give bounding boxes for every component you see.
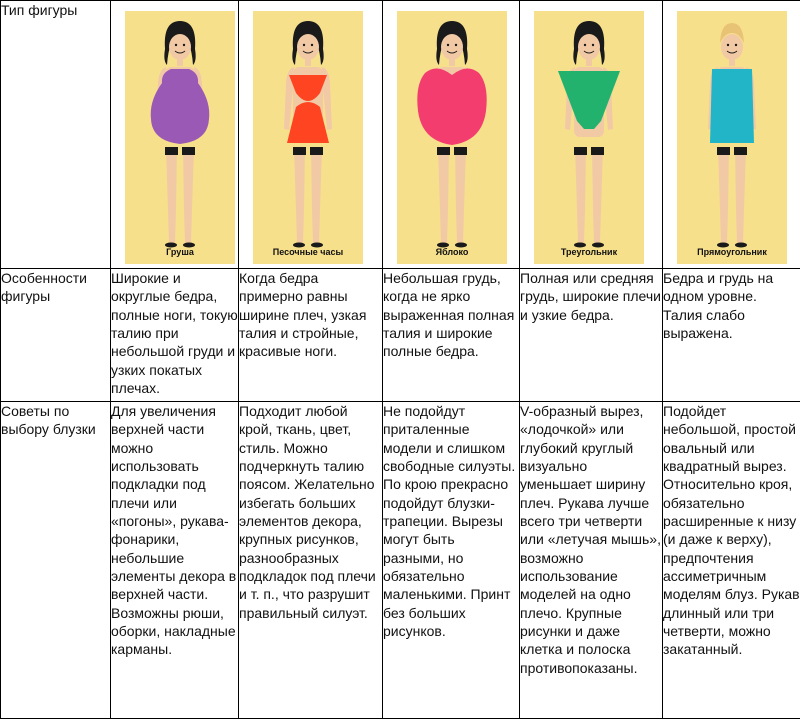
figure-cell	[663, 1, 800, 269]
figure-cell	[111, 1, 239, 269]
figure-illustration-rectangle	[677, 11, 787, 264]
triangle-figure-icon	[534, 11, 644, 264]
table-row-figure-type	[1, 1, 800, 269]
figure-cell	[383, 1, 520, 269]
features-cell-triangle: Полная или средняя грудь, широкие плечи и узкие бедра.	[520, 269, 663, 402]
figure-caption: Яблоко	[435, 247, 469, 258]
header-advice: Советы по выбору блузки	[1, 402, 111, 719]
header-figure-type: Тип фигуры	[1, 1, 111, 269]
hourglass-figure-icon	[253, 11, 363, 264]
header-features: Особенности фигуры	[1, 269, 111, 402]
features-cell-apple: Небольшая грудь, когда не ярко выраженная полная талия и широкие полные бедра.	[383, 269, 520, 402]
figure-illustration-pear	[125, 11, 235, 264]
features-cell-hourglass: Когда бедра примерно равны ширине плеч, узкая талия и стройные, красивые ноги.	[239, 269, 383, 402]
figure-caption: Прямоугольник	[697, 247, 767, 258]
features-cell-rectangle: Бедра и грудь на одном уровне. Талия слабо выражена.	[663, 269, 800, 402]
figure-cell	[520, 1, 663, 269]
advice-cell-rectangle: Подойдет небольшой, простой овальный или квадратный вырез. Относительно кроя, обязательно расширенные к низу (и даже к верху), предпочтения ассиметричным моделям блуз. Рукав длинный или три четверти, можно закатанный.	[663, 402, 800, 719]
rectangle-figure-icon	[677, 11, 787, 264]
figure-caption: Груша	[166, 247, 194, 258]
advice-cell-apple: Не подойдут приталенные модели и слишком свободные силуэты. По крою прекрасно подойдут блузки-трапеции. Вырезы могут быть разными, но обязательно маленькими. Принт без больших рисунков.	[383, 402, 520, 719]
apple-figure-icon	[397, 11, 507, 264]
figure-illustration-apple	[397, 11, 507, 264]
figure-caption: Треугольник	[560, 247, 618, 258]
figure-caption: Песочные часы	[272, 247, 344, 258]
table-row-features	[1, 269, 800, 402]
advice-cell-triangle: V-образный вырез, «лодочкой» или глубокий круглый визуально уменьшает ширину плеч. Рукава лучше всего три четверти или «летучая мышь», возможно использование моделей на одно плечо. Крупные рисунки и даже клетка и полоска противопоказаны.	[520, 402, 663, 719]
pear-figure-icon	[125, 11, 235, 264]
figure-cell	[239, 1, 383, 269]
figure-illustration-hourglass	[253, 11, 363, 264]
features-cell-pear: Широкие и округлые бедра, полные ноги, токую талию при небольшой груди и узких покатых плечах.	[111, 269, 239, 402]
advice-cell-hourglass: Подходит любой крой, ткань, цвет, стиль. Можно подчеркнуть талию поясом. Желательно избегать больших элементов декора, крупных рисунков, разнообразных подкладок под плечи и т. п., что разрушит правильный силуэт.	[239, 402, 383, 719]
table-row-advice	[1, 402, 800, 719]
advice-cell-pear: Для увеличения верхней части можно использовать подкладки под плечи или «погоны», рукава-фонарики, небольшие элементы декора в верхней части. Возможны рюши, оборки, накладные карманы.	[111, 402, 239, 719]
figure-illustration-triangle	[534, 11, 644, 264]
